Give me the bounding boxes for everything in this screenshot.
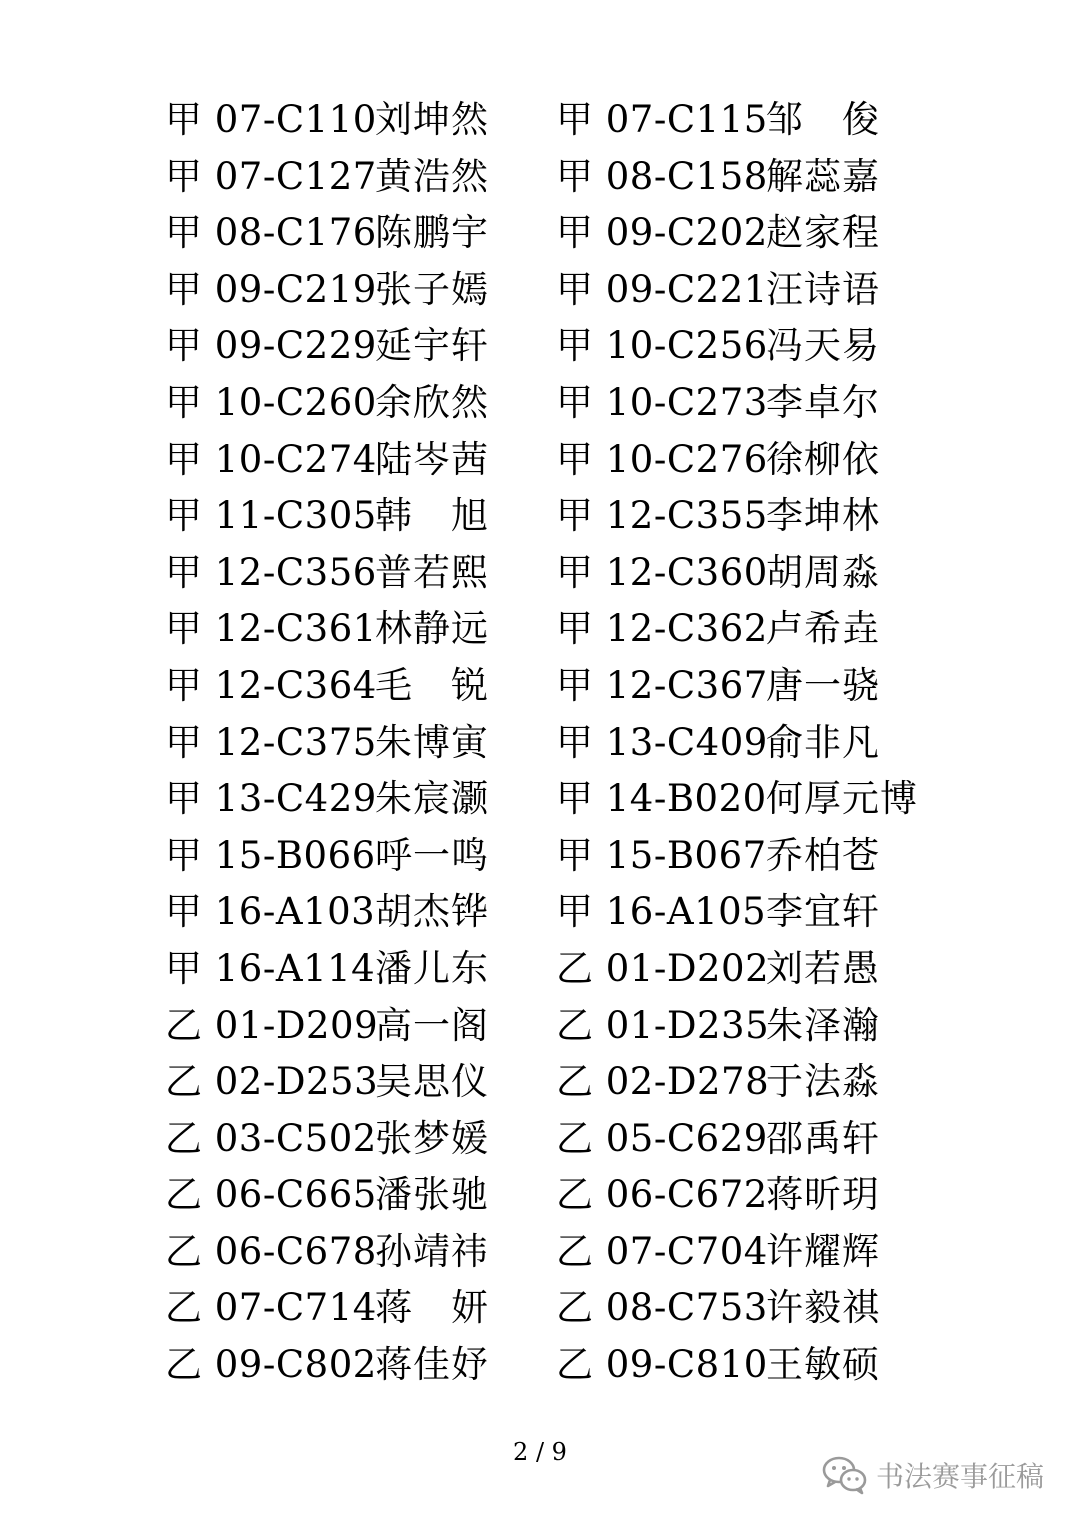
entry-id: 甲 14-B020	[556, 777, 767, 821]
entry-id: 甲 10-C276	[556, 437, 768, 481]
entry-id: 乙 03-C502	[165, 1116, 377, 1160]
entry-left	[165, 601, 489, 658]
entry-name: 刘坤然	[375, 98, 489, 141]
entry-right	[556, 1337, 880, 1394]
entry-id: 乙 07-C714	[165, 1286, 377, 1330]
entry-id: 甲 12-C367	[556, 663, 768, 707]
entry-id: 甲 09-C219	[165, 267, 377, 311]
entry-row	[0, 262, 1080, 319]
entry-left	[165, 771, 489, 828]
entry-left	[165, 205, 489, 262]
entry-row	[0, 658, 1080, 715]
entry-name: 许毅祺	[766, 1286, 880, 1330]
page-number: 2 / 9	[513, 1438, 567, 1466]
entry-right	[556, 205, 880, 262]
entry-id: 甲 09-C221	[556, 267, 768, 311]
entry-name: 李卓尔	[766, 380, 880, 424]
entry-row	[0, 1337, 1080, 1394]
entry-name: 普若熙	[375, 550, 489, 594]
entry-right	[556, 1054, 880, 1111]
entry-id: 乙 06-C678	[165, 1229, 377, 1273]
entry-id: 乙 06-C672	[556, 1173, 768, 1217]
entry-id: 甲 09-C202	[556, 211, 768, 255]
entry-row	[0, 1167, 1080, 1224]
entry-id: 甲 12-C364	[165, 663, 377, 707]
entry-name: 何厚元博	[766, 777, 918, 821]
entry-right	[556, 432, 880, 489]
entry-id: 乙 01-D235	[556, 1003, 770, 1047]
entry-left	[165, 998, 489, 1055]
entry-left	[165, 1054, 489, 1111]
entry-row	[0, 318, 1080, 375]
entry-name: 解蕊嘉	[766, 154, 880, 198]
entry-right	[556, 318, 880, 375]
entry-id: 甲 16-A105	[556, 890, 767, 934]
entry-right	[556, 545, 880, 602]
entry-name: 毛 锐	[375, 663, 489, 707]
entry-name: 韩 旭	[375, 494, 489, 538]
entry-id: 甲 13-C409	[556, 720, 768, 764]
entry-name: 邵禹轩	[766, 1116, 880, 1160]
entry-left	[165, 375, 489, 432]
entry-list	[0, 92, 1080, 1394]
entry-right	[556, 262, 880, 319]
entry-right	[556, 771, 918, 828]
entry-row	[0, 1054, 1080, 1111]
entry-name: 朱博寅	[375, 720, 489, 764]
entry-name: 潘儿东	[375, 946, 489, 990]
entry-left	[165, 262, 489, 319]
entry-name: 胡周淼	[766, 550, 880, 594]
entry-left	[165, 545, 489, 602]
entry-name: 李坤林	[766, 494, 880, 538]
entry-id: 甲 09-C229	[165, 324, 377, 368]
entry-id: 乙 05-C629	[556, 1116, 768, 1160]
entry-id: 乙 08-C753	[556, 1286, 768, 1330]
entry-id: 乙 01-D209	[165, 1003, 379, 1047]
entry-right	[556, 828, 880, 885]
entry-name: 潘张驰	[375, 1173, 489, 1217]
entry-name: 蒋昕玥	[766, 1173, 880, 1217]
entry-id: 甲 13-C429	[165, 777, 377, 821]
entry-row	[0, 828, 1080, 885]
entry-row	[0, 771, 1080, 828]
entry-left	[165, 318, 489, 375]
entry-id: 甲 16-A103	[165, 890, 376, 934]
entry-left	[165, 488, 489, 545]
entry-left	[165, 1337, 489, 1394]
entry-id: 甲 07-C115	[556, 98, 768, 141]
entry-row	[0, 715, 1080, 772]
entry-id: 乙 02-D253	[165, 1060, 379, 1104]
entry-left	[165, 1167, 489, 1224]
watermark-text: 书法赛事征稿	[875, 1460, 1044, 1493]
entry-id: 甲 07-C110	[165, 98, 377, 141]
entry-right	[556, 1111, 880, 1168]
entry-name: 延宇轩	[375, 324, 489, 368]
entry-name: 蒋 妍	[375, 1286, 489, 1330]
entry-left	[165, 1280, 489, 1337]
entry-name: 张梦媛	[375, 1116, 489, 1160]
entry-left	[165, 828, 489, 885]
entry-right	[556, 715, 880, 772]
entry-id: 乙 09-C802	[165, 1343, 377, 1387]
entry-id: 甲 12-C355	[556, 494, 768, 538]
entry-id: 乙 02-D278	[556, 1060, 770, 1104]
entry-id: 甲 10-C273	[556, 380, 768, 424]
entry-name: 吴思仪	[375, 1060, 489, 1104]
entry-right	[556, 884, 880, 941]
entry-name: 蒋佳妤	[375, 1343, 489, 1387]
entry-name: 孙靖祎	[375, 1229, 489, 1273]
entry-name: 呼一鸣	[375, 833, 489, 877]
entry-id: 甲 11-C305	[165, 494, 377, 538]
entry-left	[165, 715, 489, 772]
entry-name: 陆岑茜	[375, 437, 489, 481]
entry-row	[0, 1224, 1080, 1281]
entry-id: 甲 12-C361	[165, 607, 377, 651]
entry-row	[0, 998, 1080, 1055]
entry-name: 乔柏苍	[766, 833, 880, 877]
entry-row	[0, 149, 1080, 206]
entry-name: 黄浩然	[375, 154, 489, 198]
entry-name: 卢希垚	[766, 607, 880, 651]
entry-left	[165, 1111, 489, 1168]
entry-right	[556, 1280, 880, 1337]
watermark	[822, 1455, 1044, 1495]
entry-left	[165, 941, 489, 998]
entry-name: 赵家程	[766, 211, 880, 255]
entry-name: 陈鹏宇	[375, 211, 489, 255]
entry-left	[165, 658, 489, 715]
entry-id: 甲 10-C256	[556, 324, 768, 368]
entry-right	[556, 1167, 880, 1224]
entry-id: 乙 07-C704	[556, 1229, 768, 1273]
entry-left	[165, 1224, 489, 1281]
entry-right	[556, 375, 880, 432]
entry-name: 冯天易	[766, 324, 880, 368]
entry-name: 刘若愚	[766, 946, 880, 990]
entry-row	[0, 205, 1080, 262]
entry-id: 甲 10-C274	[165, 437, 377, 481]
entry-id: 甲 12-C362	[556, 607, 768, 651]
entry-name: 邹 俊	[766, 98, 880, 141]
entry-id: 甲 15-B067	[556, 833, 767, 877]
entry-name: 高一阁	[375, 1003, 489, 1047]
entry-name: 唐一骁	[766, 663, 880, 707]
entry-name: 张子嫣	[375, 267, 489, 311]
entry-right	[556, 601, 880, 658]
entry-name: 李宜轩	[766, 890, 880, 934]
entry-row	[0, 375, 1080, 432]
entry-name: 朱宸灏	[375, 777, 489, 821]
entry-id: 甲 12-C375	[165, 720, 377, 764]
entry-row	[0, 545, 1080, 602]
entry-name: 王敏硕	[766, 1343, 880, 1387]
entry-left	[165, 432, 489, 489]
entry-id: 甲 10-C260	[165, 380, 377, 424]
entry-right	[556, 998, 880, 1055]
wechat-icon	[822, 1455, 868, 1495]
entry-right	[556, 149, 880, 206]
entry-name: 胡杰铧	[375, 890, 489, 934]
entry-row	[0, 488, 1080, 545]
entry-id: 乙 06-C665	[165, 1173, 377, 1217]
entry-name: 余欣然	[375, 380, 489, 424]
entry-id: 甲 12-C356	[165, 550, 377, 594]
entry-name: 于法淼	[766, 1060, 880, 1104]
entry-left	[165, 92, 489, 149]
entry-row	[0, 92, 1080, 149]
entry-left	[165, 149, 489, 206]
entry-row	[0, 941, 1080, 998]
entry-id: 甲 08-C176	[165, 211, 377, 255]
entry-name: 俞非凡	[766, 720, 880, 764]
entry-name: 许耀辉	[766, 1229, 880, 1273]
entry-right	[556, 658, 880, 715]
entry-name: 朱泽瀚	[766, 1003, 880, 1047]
entry-name: 林静远	[375, 607, 489, 651]
entry-name: 徐柳依	[766, 437, 880, 481]
entry-id: 乙 09-C810	[556, 1343, 768, 1387]
entry-row	[0, 1280, 1080, 1337]
entry-id: 甲 08-C158	[556, 154, 768, 198]
entry-right	[556, 488, 880, 545]
entry-row	[0, 1111, 1080, 1168]
entry-id: 甲 12-C360	[556, 550, 768, 594]
entry-id: 乙 01-D202	[556, 946, 770, 990]
entry-row	[0, 601, 1080, 658]
entry-right	[556, 92, 880, 149]
entry-right	[556, 1224, 880, 1281]
entry-row	[0, 432, 1080, 489]
entry-id: 甲 16-A114	[165, 946, 376, 990]
entry-name: 汪诗语	[766, 267, 880, 311]
entry-row	[0, 884, 1080, 941]
entry-right	[556, 941, 880, 998]
entry-id: 甲 15-B066	[165, 833, 376, 877]
entry-id: 甲 07-C127	[165, 154, 377, 198]
entry-left	[165, 884, 489, 941]
